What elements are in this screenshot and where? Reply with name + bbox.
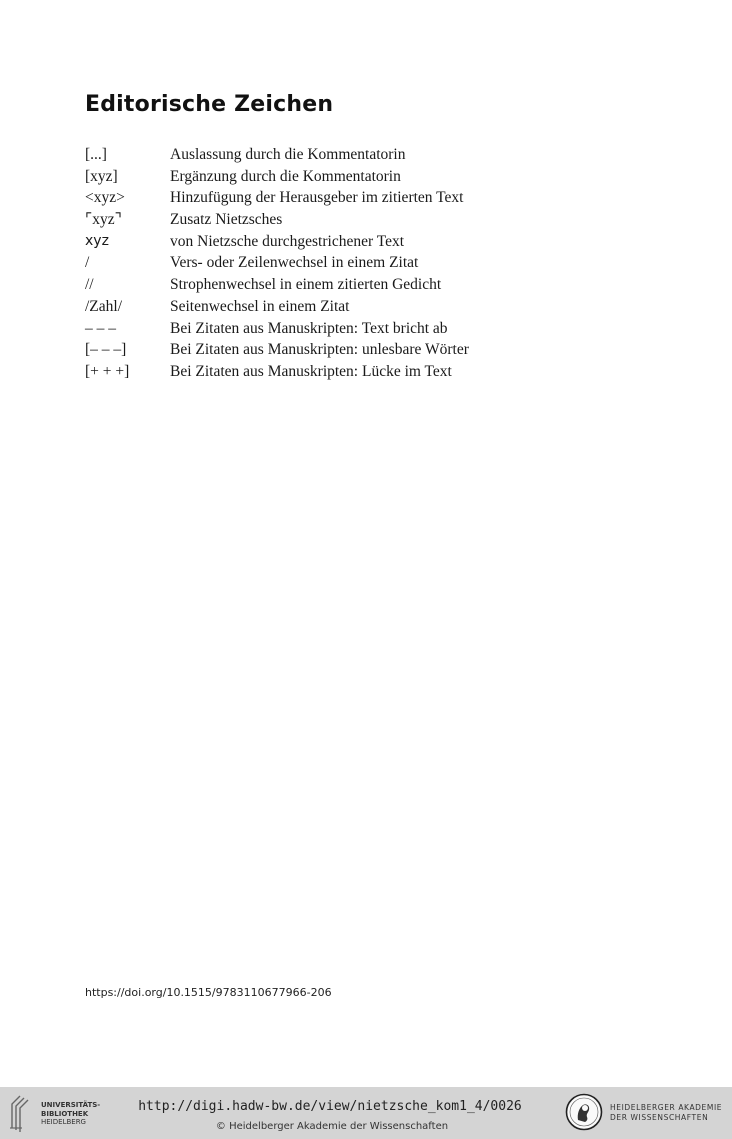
- sign-row: [85, 252, 685, 274]
- sign-row: [85, 144, 685, 166]
- editorial-signs-list: [85, 144, 685, 383]
- sign-description: Strophenwechsel in einem zitierten Gedicht: [170, 276, 442, 294]
- sign-row: [85, 361, 685, 383]
- sign-description: Bei Zitaten aus Manuskripten: Text bricht ab: [170, 319, 448, 337]
- viewer-footer: [0, 1087, 732, 1139]
- copyright-notice: © Heidelberger Akademie der Wissenschaften: [215, 1121, 449, 1132]
- academy-name: [610, 1103, 722, 1123]
- academy-line: HEIDELBERGER AKADEMIE: [610, 1103, 723, 1112]
- library-line: HEIDELBERG: [41, 1118, 86, 1126]
- sign-description: Seitenwechsel in einem Zitat: [170, 297, 350, 315]
- sign-symbol: //: [85, 276, 94, 294]
- page-title: Editorische Zeichen: [85, 92, 334, 117]
- sign-symbol: [xyz]: [85, 167, 118, 185]
- sign-description: von Nietzsche durchgestrichener Text: [170, 232, 405, 250]
- sign-symbol: /: [85, 254, 90, 272]
- sign-row: [85, 296, 685, 318]
- permalink-url[interactable]: http://digi.hadw-bw.de/view/nietzsche_kom1_4/0026: [138, 1099, 522, 1114]
- sign-description: Vers- oder Zeilenwechsel in einem Zitat: [170, 254, 419, 272]
- sign-description: Zusatz Nietzsches: [170, 211, 283, 229]
- sign-row: [85, 209, 685, 231]
- academy-line: DER WISSENSCHAFTEN: [610, 1113, 709, 1122]
- sign-symbol: [– – –]: [85, 341, 127, 359]
- sign-row: [85, 339, 685, 361]
- sign-row: [85, 274, 685, 296]
- sign-symbol: ⌜xyz⌝: [85, 211, 122, 229]
- sign-symbol: [...]: [85, 146, 107, 163]
- sign-symbol: <xyz>: [85, 189, 125, 207]
- sign-row: [85, 231, 685, 253]
- doi-link[interactable]: https://doi.org/10.1515/9783110677966-206: [85, 986, 332, 999]
- sign-symbol: /Zahl/: [85, 297, 123, 315]
- library-line: UNIVERSITÄTS-: [41, 1101, 101, 1109]
- sign-row: [85, 187, 685, 209]
- sign-description: Bei Zitaten aus Manuskripten: Lücke im Text: [170, 362, 452, 380]
- academy-seal-icon: [565, 1093, 603, 1131]
- sign-description: Hinzufügung der Herausgeber im zitierten Text: [170, 189, 464, 207]
- sign-description: Bei Zitaten aus Manuskripten: unlesbare Wörter: [170, 341, 469, 359]
- sign-symbol: xyz: [85, 232, 109, 249]
- sign-row: [85, 166, 685, 188]
- sign-row: [85, 318, 685, 340]
- sign-description: Auslassung durch die Kommentatorin: [170, 146, 406, 163]
- sign-symbol: [+ + +]: [85, 362, 130, 380]
- sign-description: Ergänzung durch die Kommentatorin: [170, 167, 401, 185]
- sign-symbol: – – –: [85, 319, 116, 337]
- library-line: BIBLIOTHEK: [41, 1109, 89, 1118]
